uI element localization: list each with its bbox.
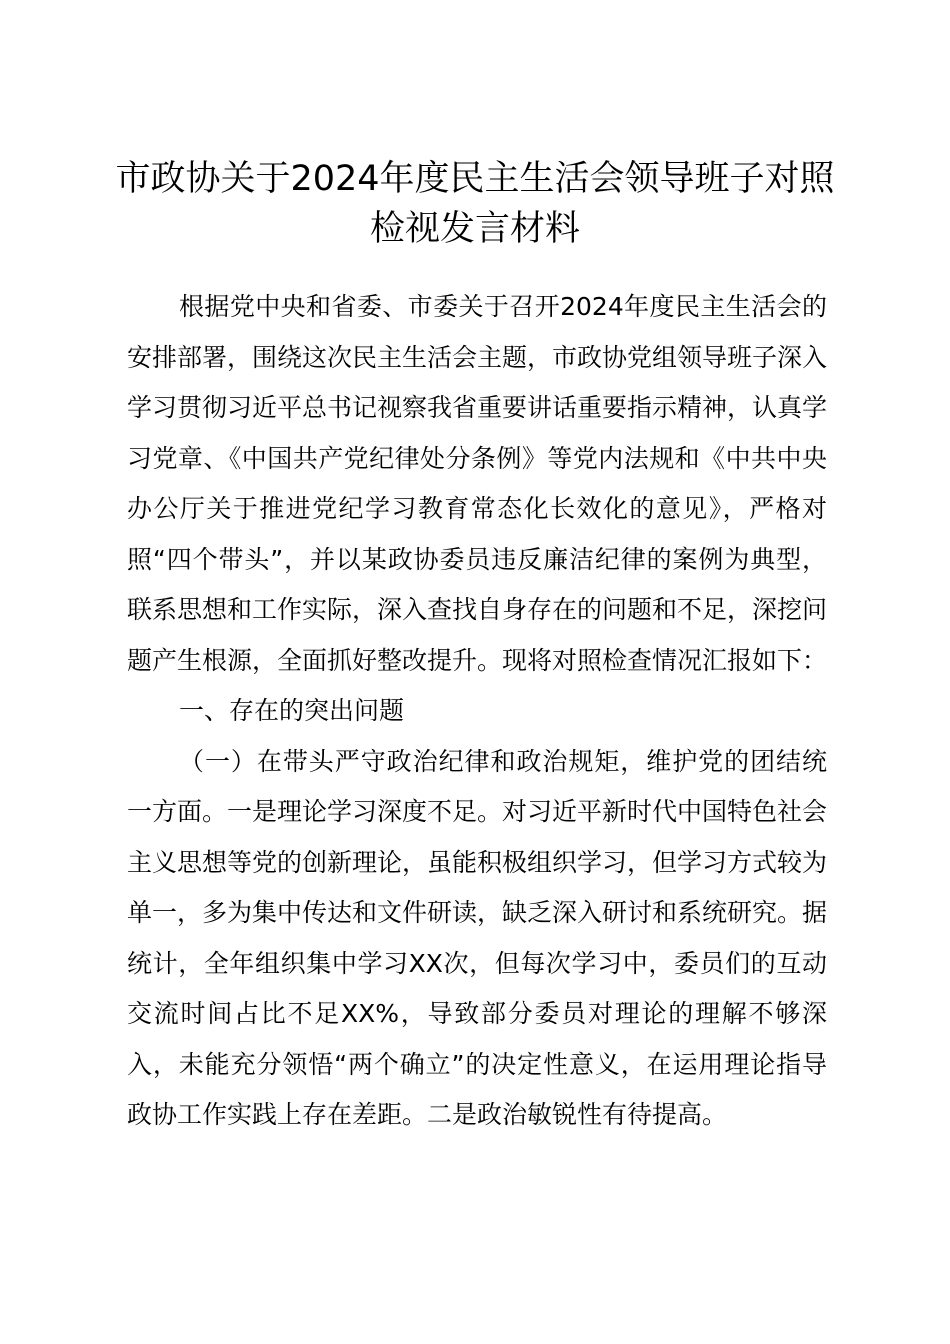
document-title: 市政协关于2024年度民主生活会领导班子对照检视发言材料	[115, 159, 835, 249]
intro-paragraph: 根据党中央和省委、市委关于召开2024年度民主生活会的安排部署，围绕这次民主生活会主题，市政协党组领导班子深入学习贯彻习近平总书记视察我省重要讲话重要指示精神，认真学习党章、《中国共产党纪律处分条例》等党内法规和《中共中央办公厅关于推进党纪学习教育常态化长效化的意见》，严格对照“四个带头”，并以某政协委员违反廉洁纪律的案例为典型，联系思想和工作实际，深入查找自身存在的问题和不足，深挖问题产生根源，全面抓好整改提升。现将对照检查情况汇报如下：	[127, 292, 828, 675]
document-body	[127, 282, 827, 1141]
body-paragraph: （一）在带头严守政治纪律和政治规矩，维护党的团结统一方面。一是理论学习深度不足。对习近平新时代中国特色社会主义思想等党的创新理论，虽能积极组织学习，但学习方式较为单一，多为集中传达和文件研读，缺乏深入研讨和系统研究。据统计，全年组织集中学习XX次，但每次学习中，委员们的互动交流时间占比不足XX%，导致部分委员对理论的理解不够深入，未能充分领悟“两个确立”的决定性意义，在运用理论指导政协工作实践上存在差距。二是政治敏锐性有待提高。	[127, 746, 828, 1129]
section-heading: 一、存在的突出问题	[179, 696, 405, 725]
